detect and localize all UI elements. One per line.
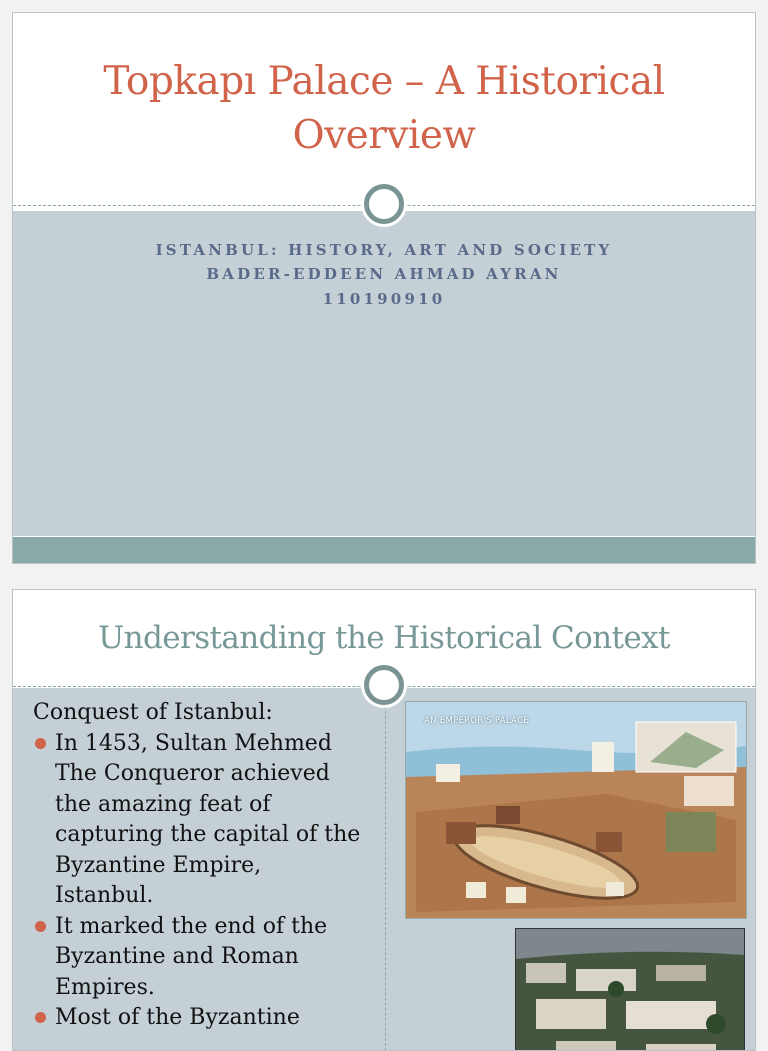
palace-illustration-image (405, 701, 747, 919)
bullet-list (33, 729, 363, 1034)
slide-title: Topkapı Palace – A Historical Overview (103, 59, 665, 158)
palace-illustration-graphic (406, 702, 746, 918)
title-slide (12, 12, 756, 564)
column-divider (385, 696, 386, 1051)
subtitle-panel (13, 211, 755, 536)
list-item-text: Most of the Byzantine (55, 1005, 300, 1030)
title-area (13, 13, 755, 205)
circle-ring-icon (364, 184, 404, 224)
bullet-dot-icon (35, 921, 46, 932)
content-slide (12, 589, 756, 1051)
list-item (33, 912, 363, 1004)
list-item-text: In 1453, Sultan Mehmed The Conqueror achieved the amazing feat of capturing the capital of the Byzantine Empire, Istanbul. (55, 730, 361, 908)
illustration-caption: AN EMPEROR'S PALACE (424, 716, 530, 726)
aerial-photo-graphic (516, 929, 744, 1051)
subtitle-course: ISTANBUL: HISTORY, ART AND SOCIETY (155, 241, 613, 259)
footer-bar (13, 537, 755, 563)
palace-aerial-photo (515, 928, 745, 1051)
list-item (33, 1003, 363, 1034)
list-item-text: It marked the end of the Byzantine and Roman Empires. (55, 913, 328, 1000)
slide-title: Understanding the Historical Context (98, 620, 670, 656)
text-column (33, 698, 363, 1034)
bullet-dot-icon (35, 738, 46, 749)
list-item (33, 729, 363, 912)
bullet-dot-icon (35, 1012, 46, 1023)
subtitle-author: BADER-EDDEEN AHMAD AYRAN (206, 265, 562, 283)
lead-text: Conquest of Istanbul: (33, 700, 273, 725)
circle-ring-icon (364, 665, 404, 705)
content-panel (13, 688, 755, 1051)
subtitle-id: 110190910 (322, 290, 446, 308)
